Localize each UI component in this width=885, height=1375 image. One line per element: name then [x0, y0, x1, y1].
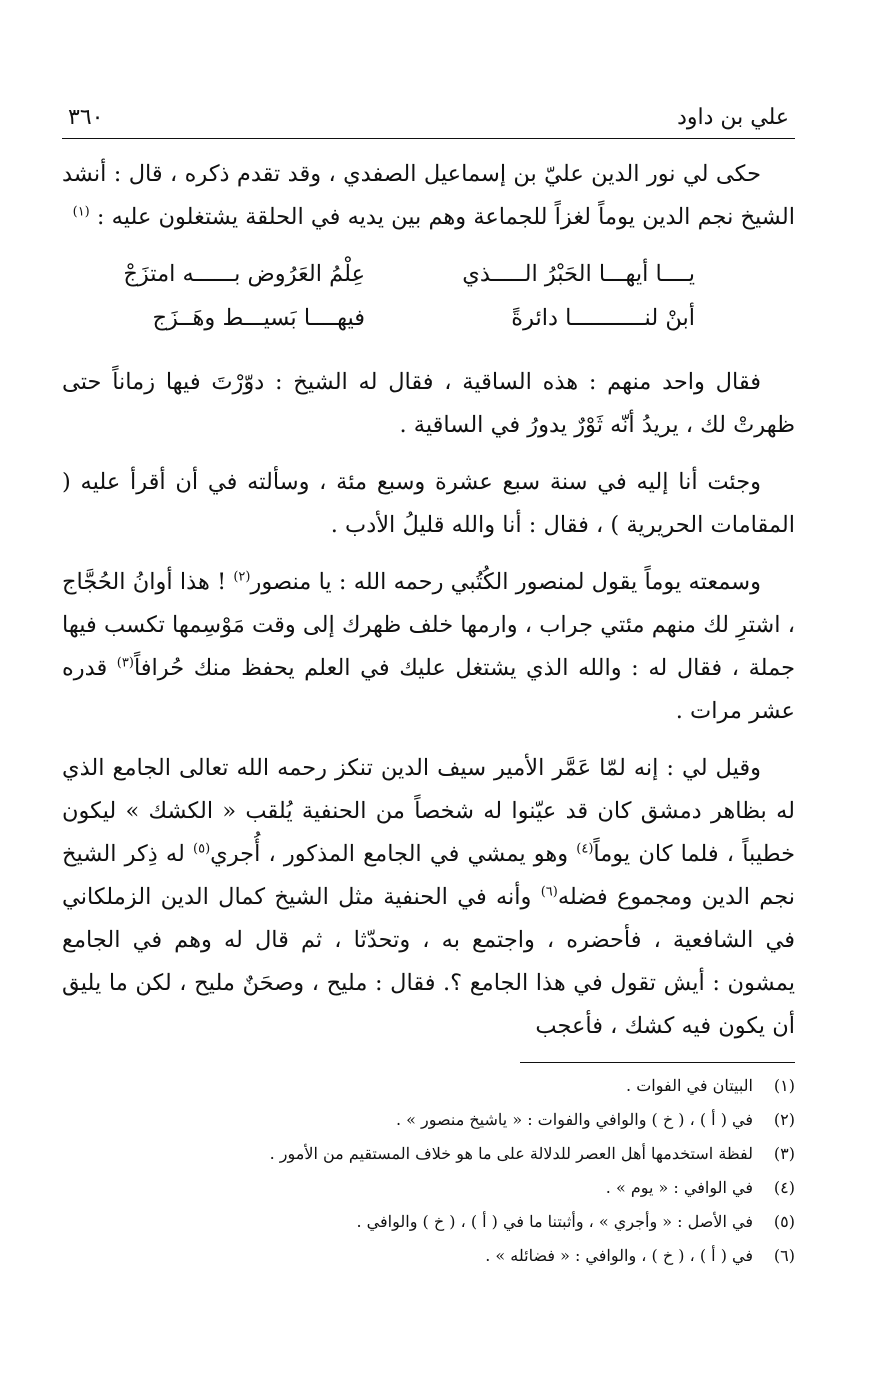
footnote-text: لفظة استخدمها أهل العصر للدلالة على ما هو خلاف المستقيم من الأمور . — [269, 1144, 753, 1163]
footnote-number: (٢) — [773, 1110, 795, 1129]
footnotes — [62, 1069, 795, 1273]
footnote-number: (٦) — [773, 1246, 795, 1265]
paragraph-text: وأنه في الحنفية مثل الشيخ كمال الدين الزملكاني في الشافعية ، فأحضره ، واجتمع به ، وتحدّثا ، ثم قال له وهم في الجامع يمشون : أيش تقول في هذا الجامع ؟. فقال : مليح ، وصحَنٌ مليح ، لكن ما يليق أن يكون فيه كشك ، فأعجب — [62, 884, 795, 1039]
running-title: علي بن داود — [677, 105, 789, 130]
footnote-text: في الوافي : « يوم » . — [605, 1178, 753, 1197]
paragraph-text: وجئت أنا إليه في سنة سبع عشرة وسبع مئة ، وسألته في أن أقرأ عليه ( المقامات الحريرية ) ، فقال : أنا والله قليلُ الأدب . — [62, 469, 795, 538]
paragraph-text: حكى لي نور الدين عليّ بن إسماعيل الصفدي ، وقد تقدم ذكره ، قال : أنشد الشيخ نجم الدين يوماً لغزاً للجماعة وهم بين يديه في الحلقة يشتغلون عليه : — [62, 161, 795, 230]
footnote-text: في ( أ ) ، ( خ ) والوافي والفوات : « ياشيخ منصور » . — [395, 1110, 753, 1129]
paragraph-text: وهو يمشي في الجامع المذكور ، أُجري — [210, 841, 577, 867]
paragraph — [62, 461, 795, 547]
paragraph-text: قدره عشر مرات . — [62, 655, 795, 724]
poem-verse — [62, 253, 795, 297]
paragraph — [62, 561, 795, 733]
footnote-ref: (٥) — [193, 841, 211, 857]
paragraph-text: وقيل لي : إنه لمّا عَمَّر الأمير سيف الدين تنكز رحمه الله تعالى الجامع الذي له بظاهر دمشق كان قد عيّنوا له شخصاً من الحنفية يُلقب « الكشك » ليكون خطيباً ، فلما كان يوماً — [62, 755, 795, 867]
paragraph — [62, 361, 795, 447]
footnote-ref: (٣) — [116, 655, 134, 671]
footnote-text: البيتان في الفوات . — [626, 1076, 753, 1095]
poem — [62, 253, 795, 341]
footnote — [62, 1103, 795, 1137]
page-header — [62, 105, 795, 139]
footnote-ref: (٢) — [233, 569, 251, 585]
paragraph-text: فقال واحد منهم : هذه الساقية ، فقال له الشيخ : دوّرْتَ فيها زماناً حتى ظهرتْ لك ، يريدُ أنّه ثَوْرٌ يدورُ في الساقية . — [62, 369, 795, 438]
verse-hemistich: أبنْ لنـــــــــــا دائرةً — [511, 305, 695, 331]
footnote — [62, 1137, 795, 1171]
footnote-number: (١) — [773, 1076, 795, 1095]
verse-hemistich: يــــا أيهـــا الحَبْرُ الـــــذي — [462, 261, 695, 287]
footnote-number: (٥) — [773, 1212, 795, 1231]
footnote-ref: (١) — [72, 204, 90, 220]
paragraph-text: وسمعته يوماً يقول لمنصور الكُتُبي رحمه الله : يا منصور — [250, 569, 761, 595]
footnote-text: في ( أ ) ، ( خ ) ، والوافي : « فضائله » . — [485, 1246, 753, 1265]
paragraph — [62, 153, 795, 239]
paragraph — [62, 747, 795, 1048]
main-text — [62, 153, 795, 1048]
page-number: ٣٦٠ — [68, 105, 104, 130]
footnote-number: (٣) — [773, 1144, 795, 1163]
paragraph-text: ! هذا أوانُ الحُجَّاج ، اشترِ لك منهم مئتي جراب ، وارمها خلف ظهرك إلى وقت مَوْسِمها تكسب فيها جملة ، فقال له : والله الذي يشتغل عليك في العلم يحفظ منك حُرافاً — [62, 569, 795, 681]
verse-hemistich: عِلْمُ العَرُوض بــــــه امتزَجْ — [123, 261, 365, 287]
footnote-ref: (٤) — [576, 841, 594, 857]
paragraph-text: له ذِكر الشيخ نجم الدين ومجموع فضله — [62, 841, 795, 910]
footnote — [62, 1171, 795, 1205]
footnote — [62, 1069, 795, 1103]
footnote-ref: (٦) — [540, 884, 558, 900]
poem-verse — [62, 297, 795, 341]
book-page — [62, 105, 795, 1273]
footnote-number: (٤) — [773, 1178, 795, 1197]
footnote-text: في الأصل : « وأجري » ، وأثبتنا ما في ( أ ) ، ( خ ) والوافي . — [356, 1212, 753, 1231]
footnote-separator — [520, 1062, 795, 1063]
verse-hemistich: فيهــــا بَسيـــط وهَــزَج — [152, 305, 365, 331]
footnote — [62, 1239, 795, 1273]
footnote — [62, 1205, 795, 1239]
